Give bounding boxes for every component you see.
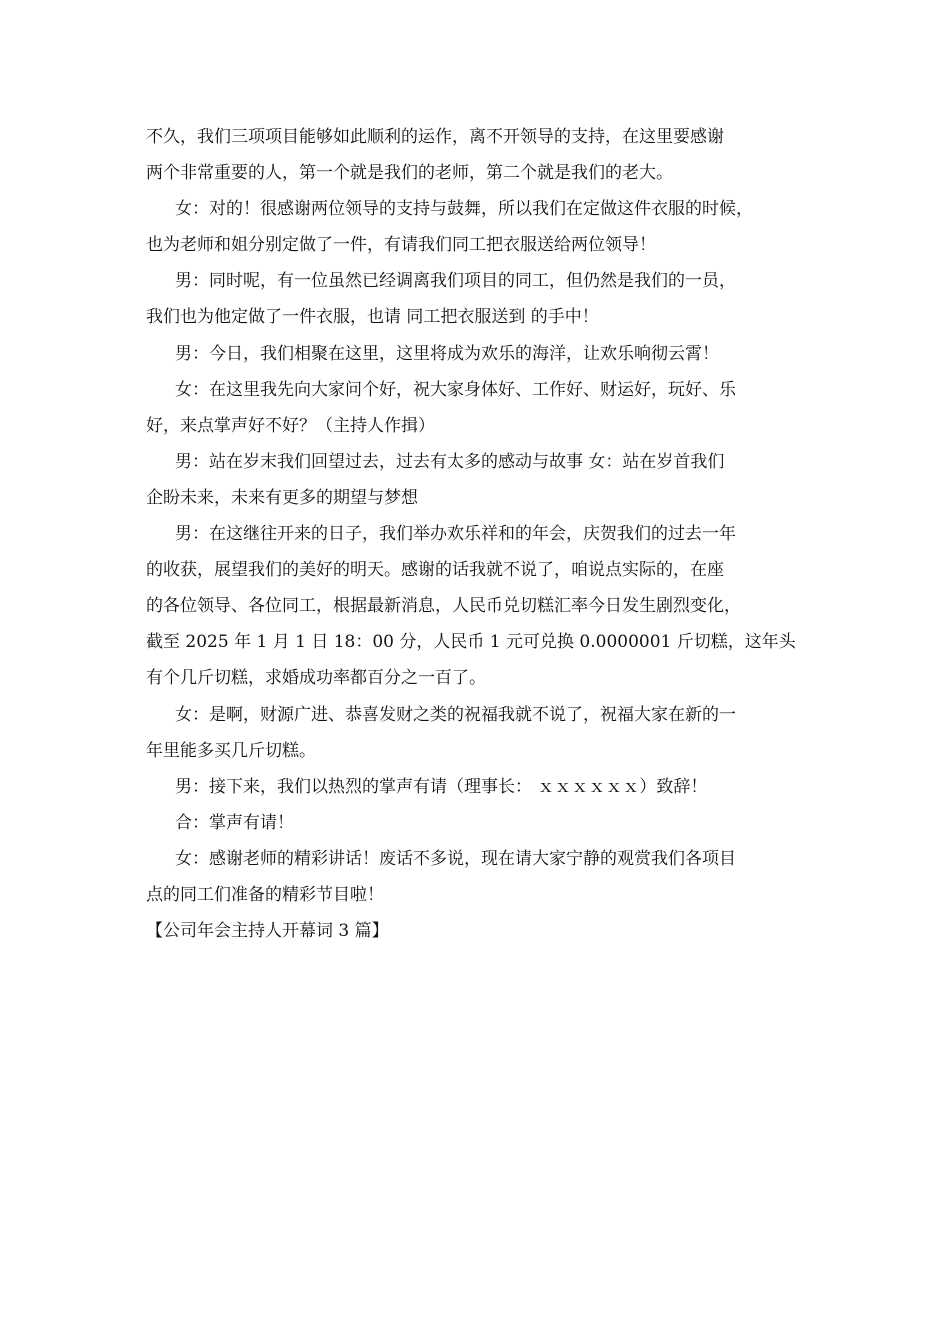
- text-line: 女：感谢老师的精彩讲话！废话不多说，现在请大家宁静的观赏我们各项目: [175, 848, 736, 869]
- text-line: 男：接下来，我们以热烈的掌声有请（理事长： ｘｘｘｘｘｘ）致辞！: [175, 776, 708, 797]
- text-line: 男：站在岁末我们回望过去，过去有太多的感动与故事 女：站在岁首我们: [175, 451, 725, 472]
- text-line: 的各位领导、各位同工，根据最新消息，人民币兑切糕汇率今日发生剧烈变化，: [146, 596, 741, 617]
- text-line: 点的同工们准备的精彩节目啦！: [146, 884, 384, 905]
- text-line: 男：今日，我们相聚在这里，这里将成为欢乐的海洋，让欢乐响彻云霄！: [175, 343, 719, 364]
- text-line: 男：在这继往开来的日子，我们举办欢乐祥和的年会，庆贺我们的过去一年: [175, 524, 736, 545]
- text-line: 两个非常重要的人，第一个就是我们的老师，第二个就是我们的老大。: [146, 163, 673, 184]
- text-line: 不久，我们三项项目能够如此顺利的运作，离不开领导的支持，在这里要感谢: [146, 127, 724, 147]
- text-line: 女：对的！很感谢两位领导的支持与鼓舞，所以我们在定做这件衣服的时候，: [175, 199, 753, 220]
- text-line: 合：掌声有请！: [175, 812, 294, 833]
- text-line: 企盼未来，未来有更多的期望与梦想: [146, 487, 418, 508]
- text-line: 截至 2025 年 1 月 1 日 18：00 分，人民币 1 元可兑换 0.0000001 斤切糕，这年头: [146, 632, 796, 653]
- document-body: [146, 119, 810, 949]
- text-line: 也为老师和姐分别定做了一件，有请我们同工把衣服送给两位领导！: [146, 235, 656, 256]
- text-line: 有个几斤切糕，求婚成功率都百分之一百了。: [146, 668, 486, 689]
- text-line: 年里能多买几斤切糕。: [146, 740, 316, 761]
- text-line: 好，来点掌声好不好？（主持人作揖）: [146, 415, 435, 436]
- section-title: 【公司年会主持人开幕词 3 篇】: [146, 921, 389, 942]
- text-line: 女：是啊，财源广进、恭喜发财之类的祝福我就不说了，祝福大家在新的一: [175, 704, 736, 725]
- text-line: 女：在这里我先向大家问个好，祝大家身体好、工作好、财运好，玩好、乐: [175, 379, 736, 400]
- text-line: 男：同时呢，有一位虽然已经调离我们项目的同工，但仍然是我们的一员，: [175, 271, 736, 292]
- text-line: 的收获，展望我们的美好的明天。感谢的话我就不说了，咱说点实际的，在座: [146, 560, 724, 581]
- text-line: 我们也为他定做了一件衣服，也请 同工把衣服送到 的手中！: [146, 307, 599, 328]
